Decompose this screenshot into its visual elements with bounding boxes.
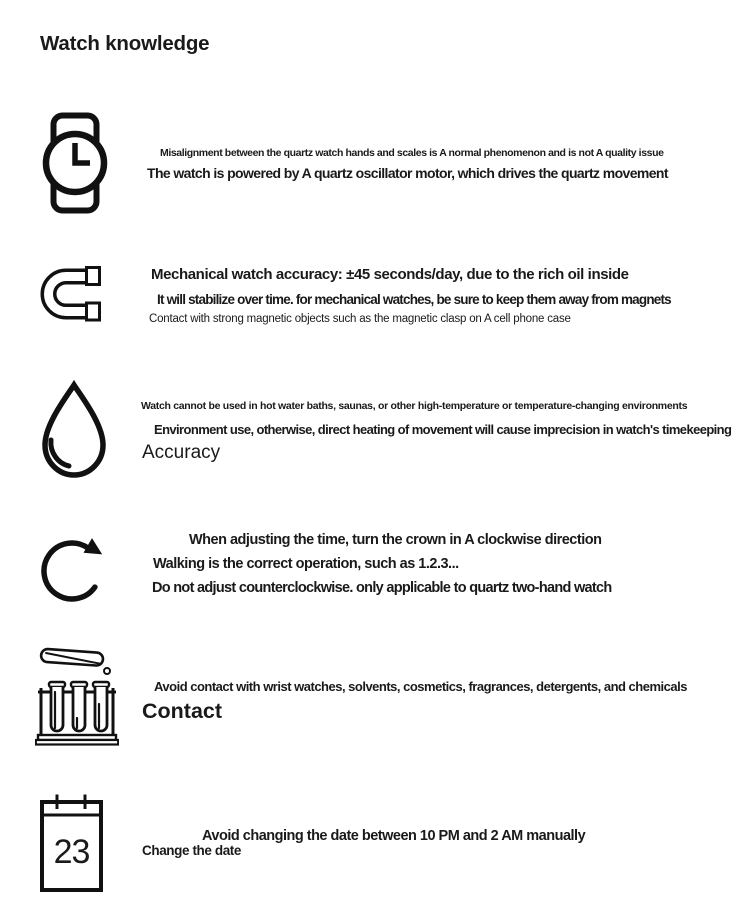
adjust-note-clockwise: When adjusting the time, turn the crown in A clockwise direction — [189, 532, 602, 548]
quartz-note-main: The watch is powered by A quartz oscillator motor, which drives the quartz movement — [147, 165, 668, 181]
calendar-day-label: 23 — [53, 833, 90, 871]
wristwatch-icon — [40, 112, 110, 214]
temperature-note-small: Watch cannot be used in hot water baths, saunas, or other high-temperature or temperature-changing environments — [141, 400, 688, 412]
magnet-note-accuracy: Mechanical watch accuracy: ±45 seconds/day, due to the rich oil inside — [151, 266, 629, 283]
quartz-note-small: Misalignment between the quartz watch hands and scales is A normal phenomenon and is not A quality issue — [160, 147, 664, 159]
accuracy-heading: Accuracy — [142, 442, 221, 463]
adjust-note-walking: Walking is the correct operation, such as 1.2.3... — [153, 556, 459, 572]
temperature-note-main: Environment use, otherwise, direct heating of movement will cause imprecision in watch's timekeeping — [154, 422, 732, 437]
date-note-avoid: Avoid changing the date between 10 PM and 2 AM manually — [202, 828, 586, 844]
magnet-note-stabilize: It will stabilize over time. for mechanical watches, be sure to keep them away from magnets — [157, 292, 671, 307]
magnet-note-contact: Contact with strong magnetic objects such as the magnetic clasp on A cell phone case — [149, 313, 571, 325]
water-drop-icon — [37, 380, 111, 480]
chemical-note: Avoid contact with wrist watches, solvents, cosmetics, fragrances, detergents, and chemicals — [154, 679, 687, 694]
magnet-icon — [39, 265, 103, 323]
adjust-note-counterclockwise: Do not adjust counterclockwise. only applicable to quartz two-hand watch — [152, 580, 612, 596]
contact-heading: Contact — [142, 699, 223, 723]
test-tubes-icon — [35, 642, 119, 746]
date-note-change: Change the date — [142, 843, 242, 858]
page-title: Watch knowledge — [40, 32, 210, 55]
clockwise-arrow-icon — [40, 527, 106, 605]
